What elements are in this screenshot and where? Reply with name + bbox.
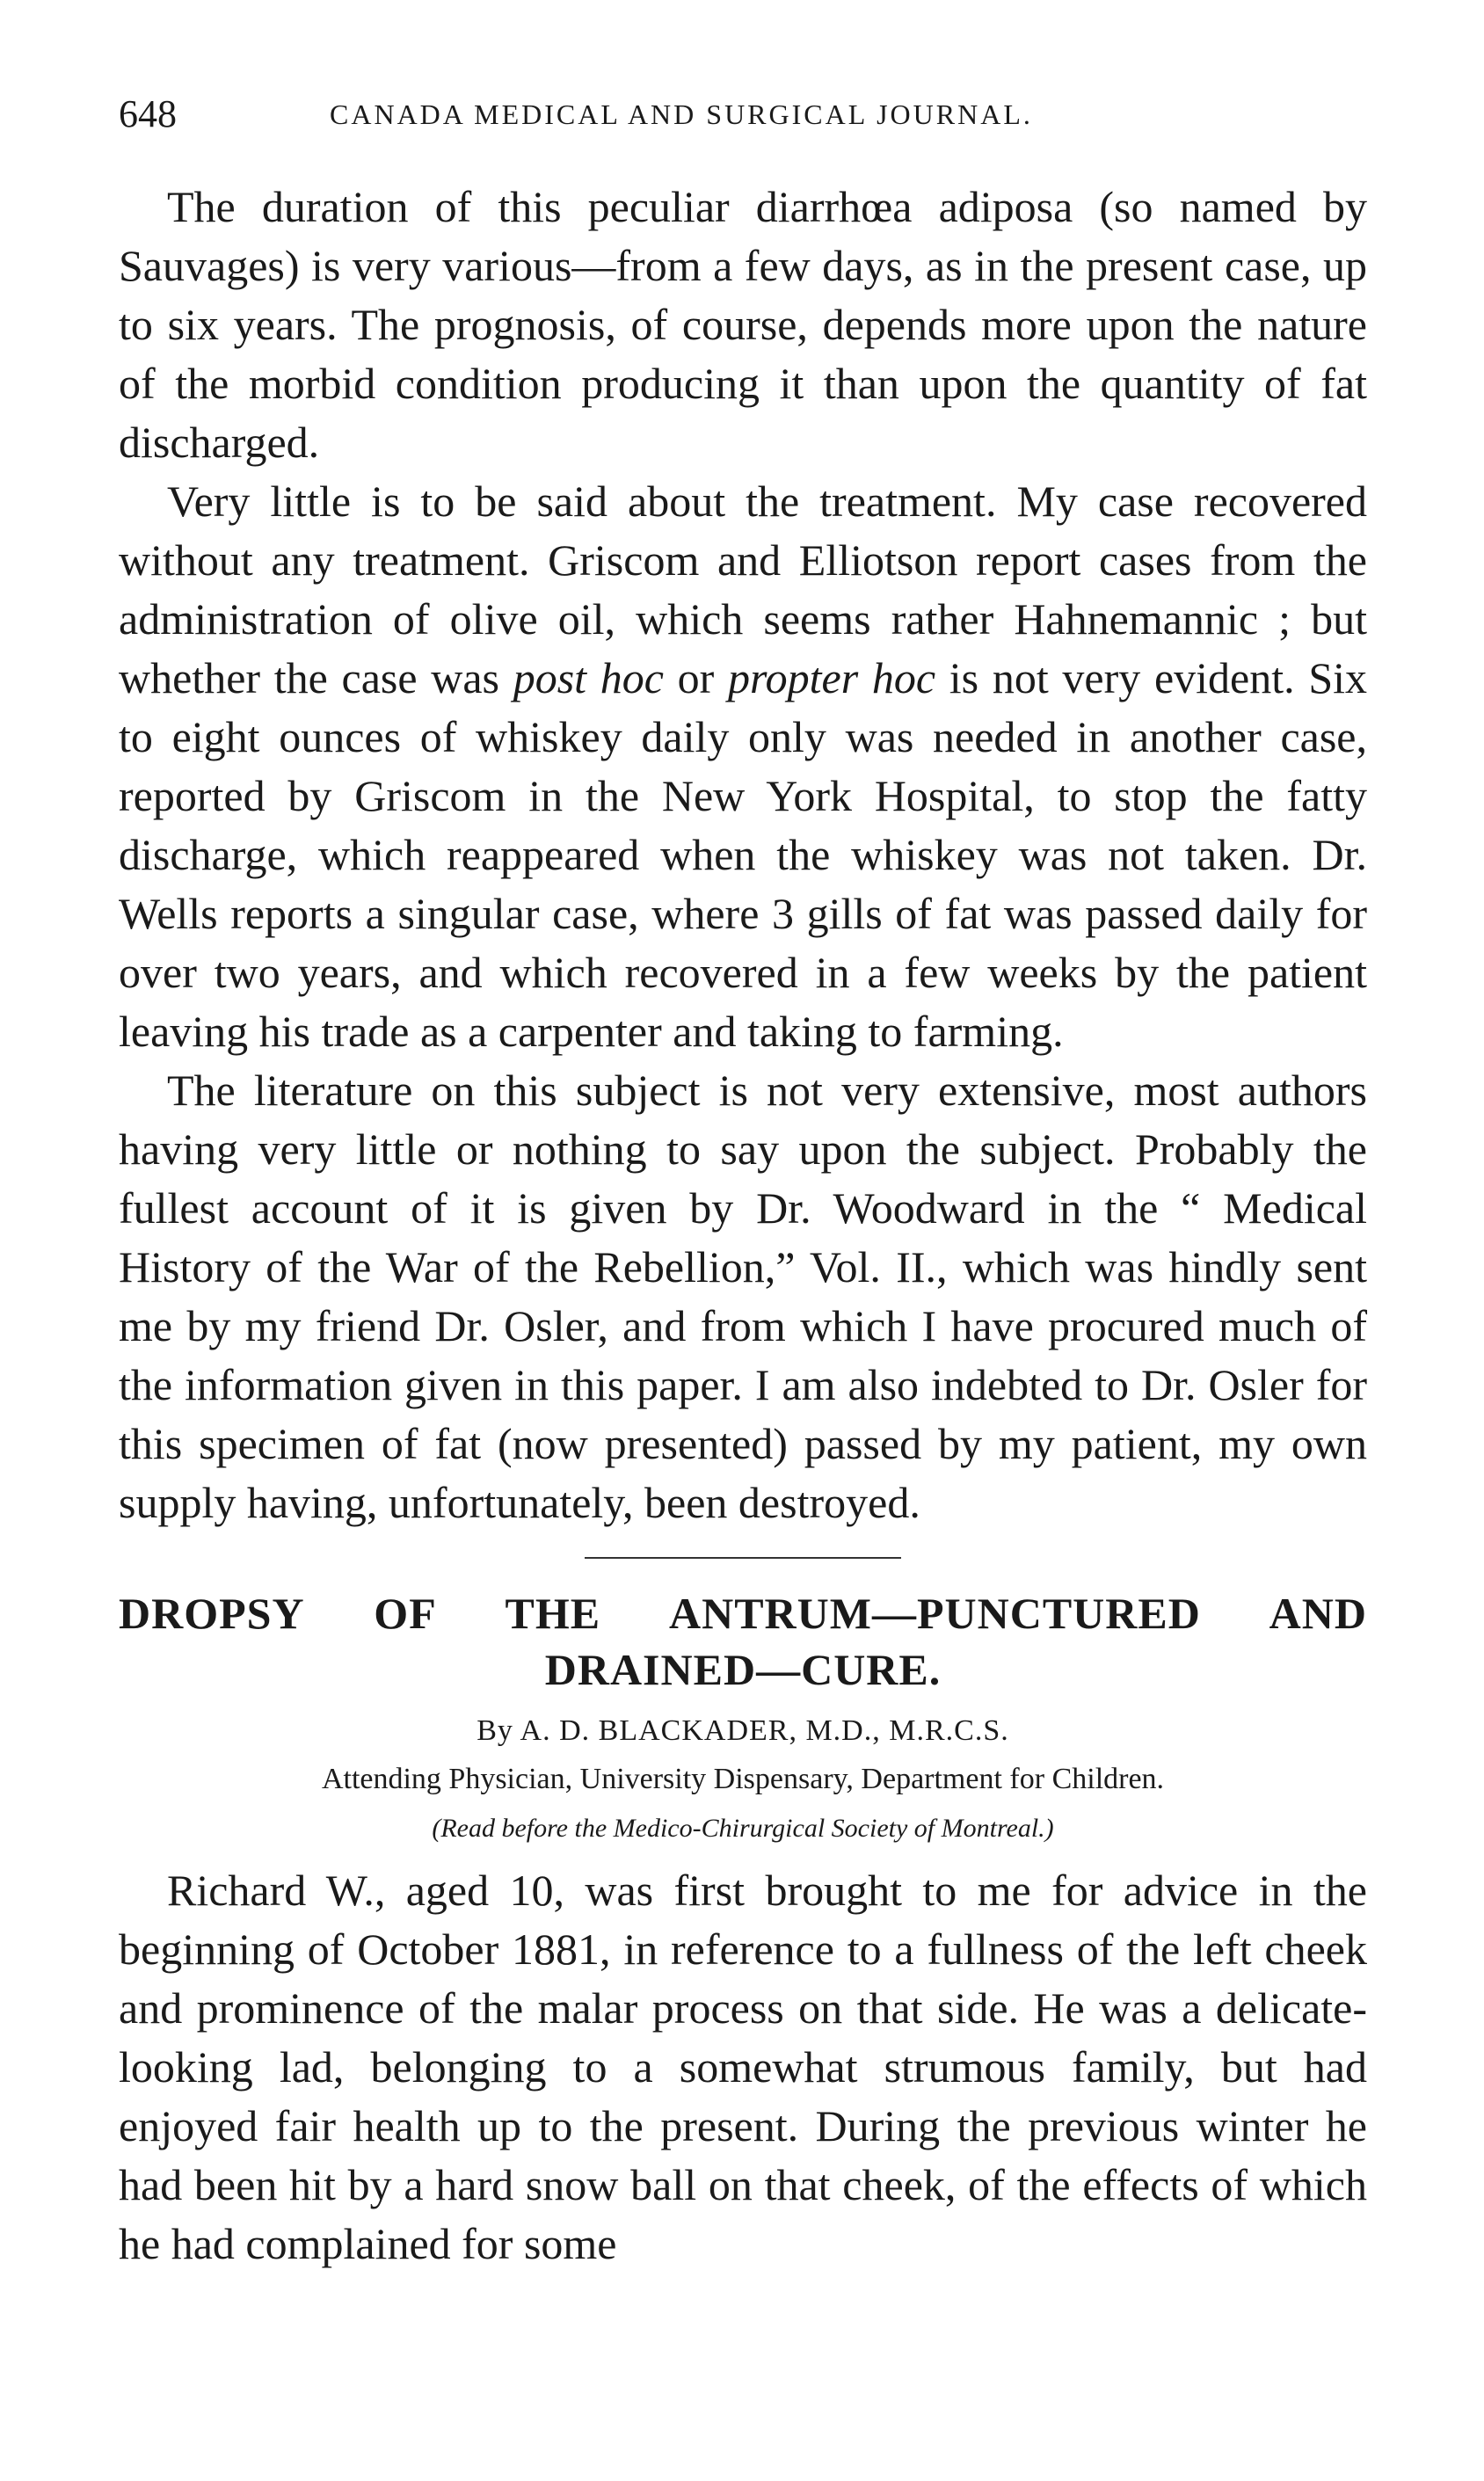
treatment-text-or: or (663, 653, 729, 702)
article-title-line-2: DRAINED—CURE. (544, 1645, 942, 1694)
italic-propter-hoc: propter hoc (728, 653, 936, 702)
article-title (119, 1585, 1367, 1698)
paragraph-treatment (119, 472, 1367, 1061)
paragraph-duration: The duration of this peculiar diarrhœa adiposa (so named by Sauvages) is very various—from a few days, as in the present case, up to six years. The prognosis, of course, depends more upon the nature of the morbid condition producing it than upon the quantity of fat discharged. (119, 182, 1367, 467)
running-head (119, 88, 1367, 141)
italic-post-hoc: post hoc (513, 653, 664, 702)
treatment-text-end: is not very evident. Six to eight ounces of whiskey daily only was needed in another case, reported by Griscom in the New York Hospital, to stop the fatty discharge, which reappeared when the whiskey was not taken. Dr. Wells reports a singular case, where 3 gills of fat was passed daily for over two years, and which recovered in a few weeks by the patient leaving his trade as a carpenter and taking to farming. (119, 653, 1368, 1056)
read-before-note: (Read before the Medico-Chirurgical Society of Montreal.) (432, 1814, 1054, 1843)
journal-page (119, 88, 1367, 2274)
article-title-line-1: DROPSY OF THE ANTRUM—PUNCTURED AND (119, 1589, 1367, 1638)
journal-title: CANADA MEDICAL AND SURGICAL JOURNAL. (330, 98, 1033, 130)
section-divider (585, 1557, 901, 1559)
treatment-text-start: Very little is to be said about the treatment. My case recovered without any treatment. Griscom and Elliotson report cases from the administration of olive oil, which seems rather Hahnemannic ; but whether the case was (119, 477, 1367, 702)
author-byline: By A. D. BLACKADER, M.D., M.R.C.S. (476, 1714, 1009, 1747)
paragraph-case-report: Richard W., aged 10, was first brought to me for advice in the beginning of October 1881, in reference to a fullness of the left cheek and prominence of the malar process on that side. He was a delicate-looking lad, belonging to a somewhat strumous family, but had enjoyed fair health up to the present. During the previous winter he had been hit by a hard snow ball on that cheek, of the effects of which he had complained for some (119, 1866, 1367, 2268)
page-number: 648 (119, 92, 177, 135)
paragraph-literature: The literature on this subject is not very extensive, most authors having very little or nothing to say upon the subject. Probably the fullest account of it is given by Dr. Woodward in the “ Medical History of the War of the Rebellion,” Vol. II., which was hindly sent me by my friend Dr. Osler, and from which I have procured much of the information given in this paper. I am also indebted to Dr. Osler for this specimen of fat (now presented) passed by my patient, my own supply having, unfortunately, been destroyed. (119, 1066, 1367, 1527)
author-affiliation: Attending Physician, University Dispensary, Department for Children. (321, 1763, 1165, 1795)
